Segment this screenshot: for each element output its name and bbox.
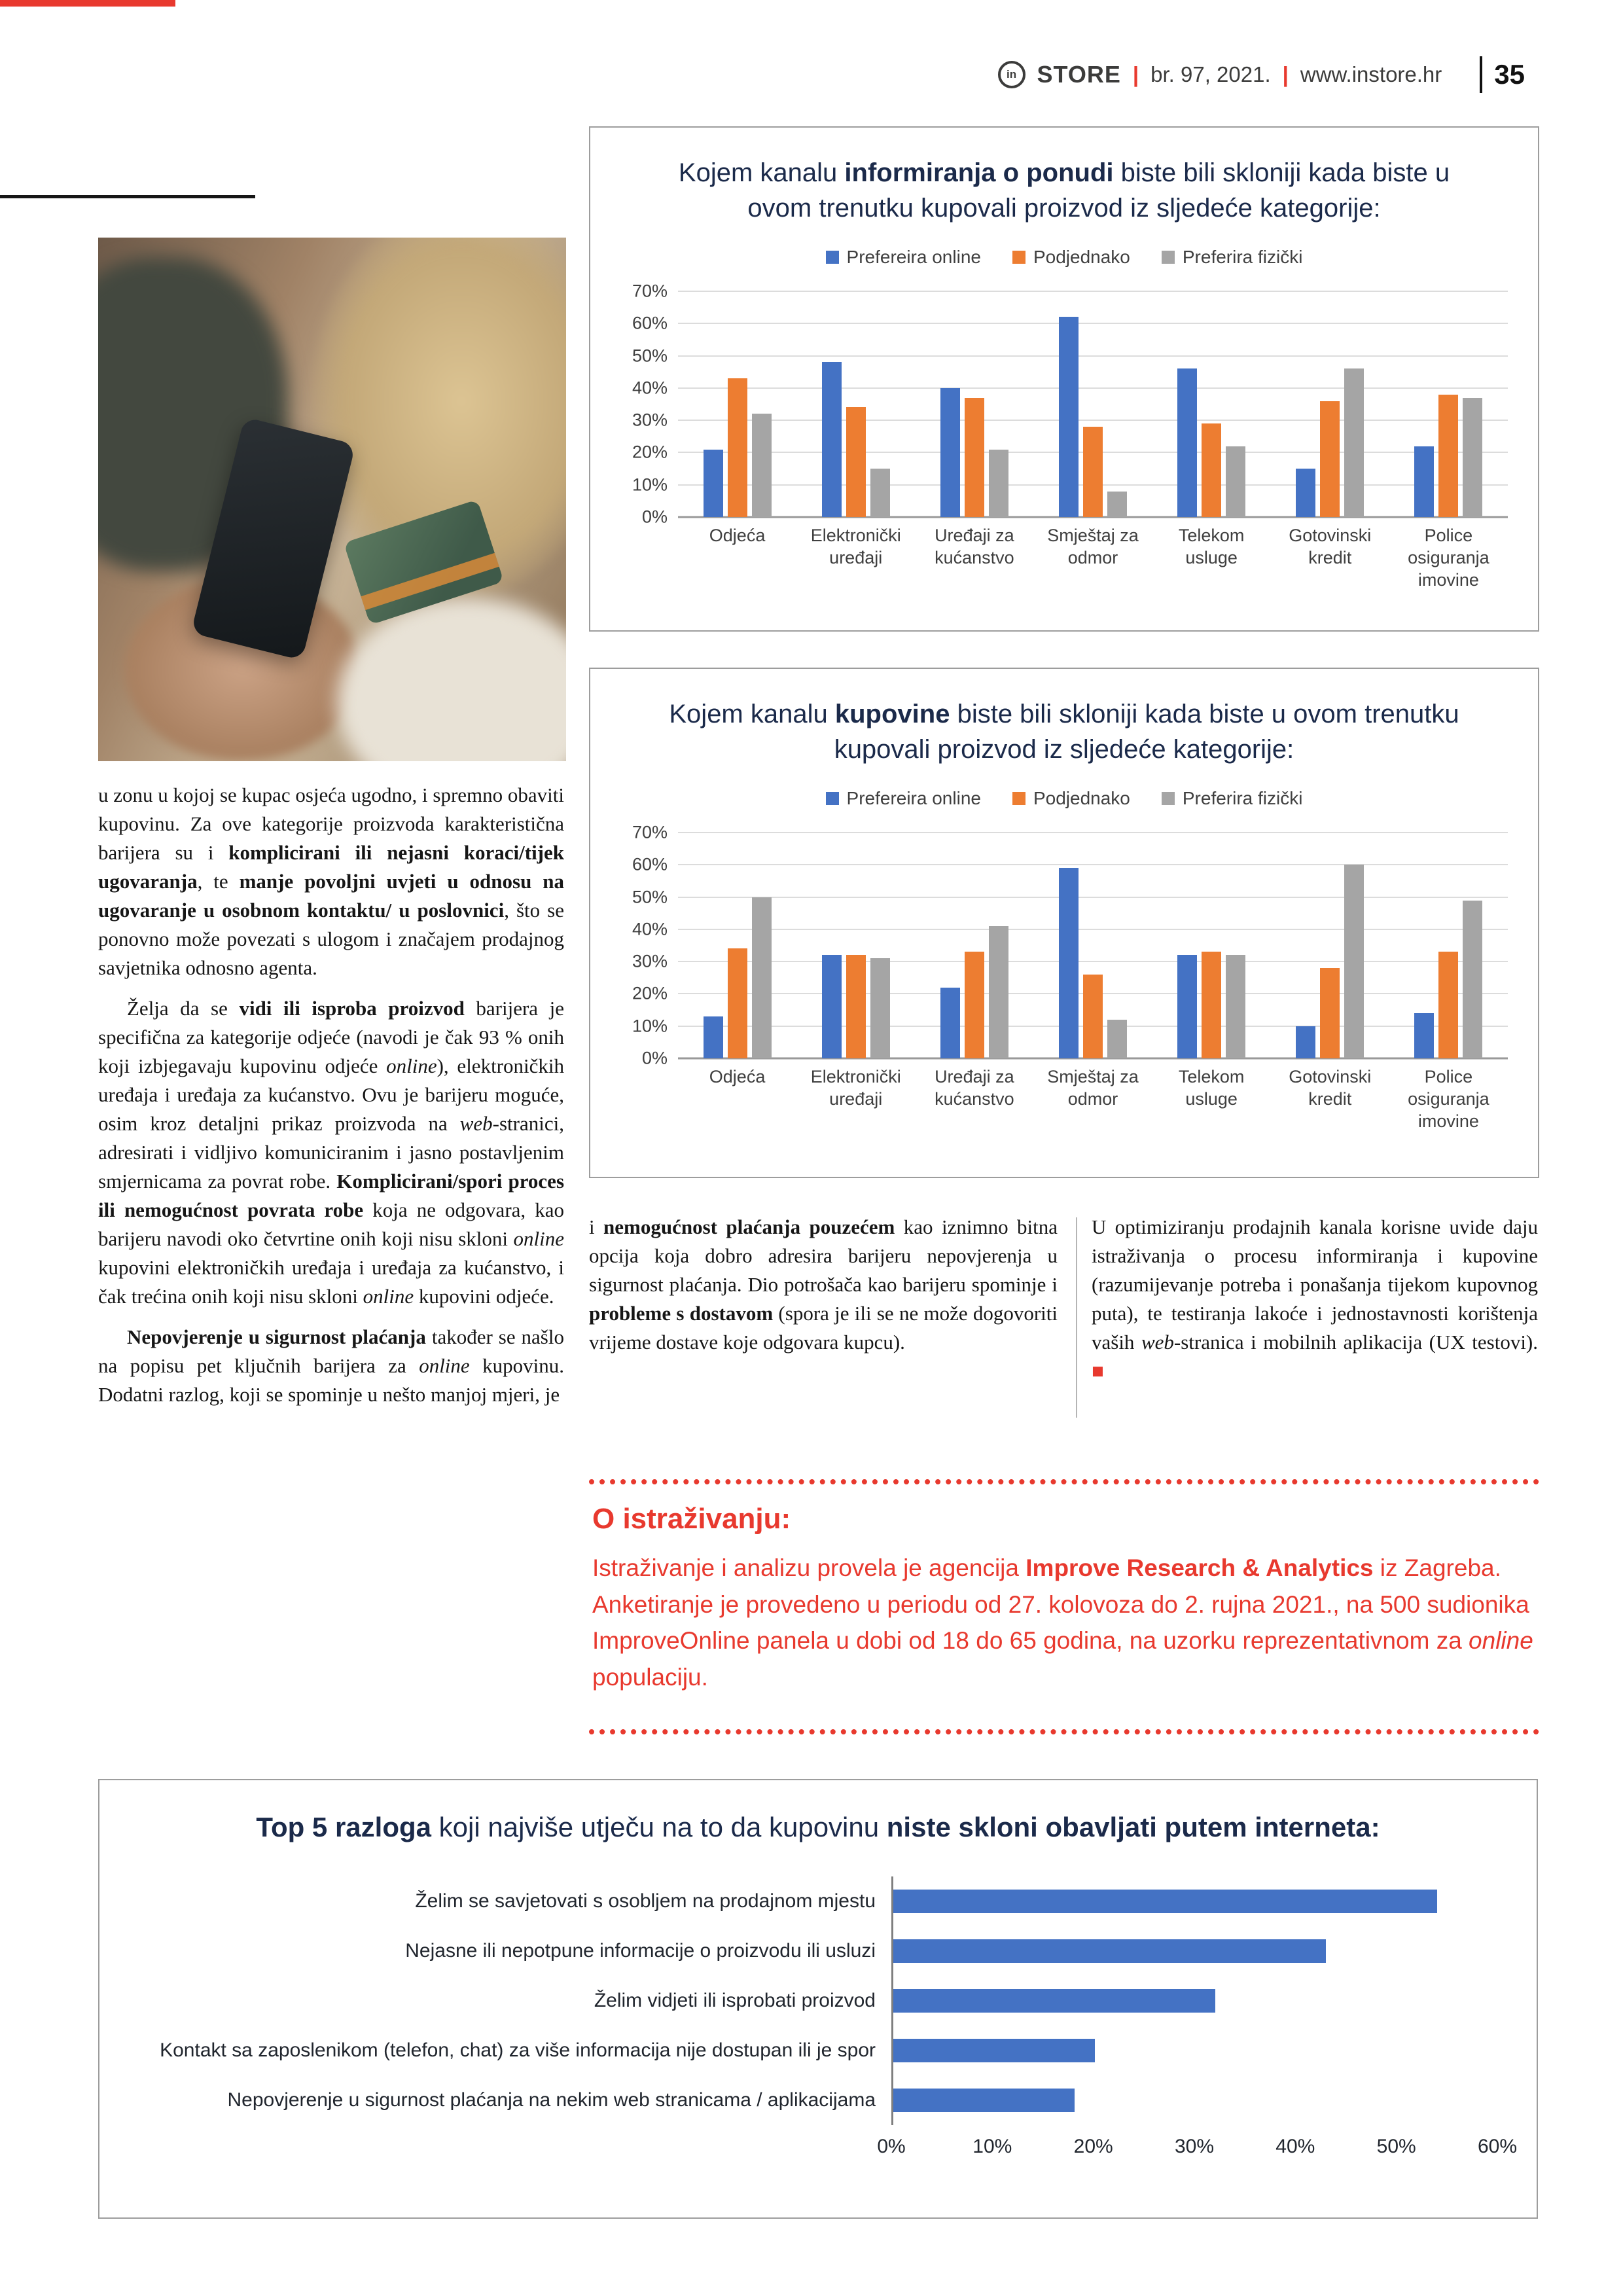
bar	[1107, 492, 1127, 517]
bar-group	[678, 833, 796, 1058]
y-axis-tick-label: 70%	[632, 281, 668, 301]
bar	[1344, 368, 1364, 517]
category-label: Smještaj za odmor	[1047, 1067, 1139, 1109]
legend-label: Podjednako	[1033, 247, 1130, 267]
x-axis-tick-label: 40%	[1275, 2135, 1315, 2157]
legend-label: Prefereira online	[846, 788, 981, 808]
bar-group	[1389, 833, 1508, 1058]
legend-item	[1012, 788, 1130, 809]
bar	[752, 897, 772, 1058]
chart-title: Top 5 razloga koji najviše utječu na to da kupovinu niste skloni obavljati putem interneta:	[256, 1812, 1380, 1842]
hbar-row	[139, 2075, 1497, 2125]
legend-swatch-icon	[1162, 792, 1175, 805]
hbar-category-label: Želim vidjeti ili isprobati proizvod	[594, 1989, 876, 2011]
bar-group	[1152, 291, 1271, 517]
bar	[1320, 401, 1340, 517]
article-column-left	[98, 781, 564, 1421]
instore-logo-mark-text: in	[1006, 68, 1017, 81]
bar	[1463, 901, 1482, 1059]
legend-item	[1162, 788, 1303, 809]
hbar-track	[891, 2026, 1497, 2075]
legend-item	[1162, 247, 1303, 268]
bar	[893, 1890, 1437, 1913]
category-label: Uređaji za kućanstvo	[935, 526, 1014, 567]
legend-swatch-icon	[1012, 251, 1026, 264]
chart-card-kupovine	[589, 668, 1539, 1178]
dotted-rule-top	[589, 1479, 1539, 1484]
hbar-track	[891, 1976, 1497, 2026]
bar	[965, 952, 984, 1058]
category-label: Police osiguranja imovine	[1408, 1067, 1489, 1131]
header-separator: |	[1282, 62, 1289, 86]
page-number-rule	[1480, 56, 1482, 93]
legend-swatch-icon	[1012, 792, 1026, 805]
bar	[1226, 446, 1245, 517]
bar	[1177, 955, 1197, 1058]
page-header	[785, 56, 1525, 93]
category-label: Telekom usluge	[1178, 1067, 1245, 1109]
chart-card-top5-razloga	[98, 1779, 1538, 2219]
x-axis-ticks	[877, 2130, 1518, 2164]
y-axis-tick-label: 0%	[641, 1048, 668, 1068]
legend-label: Podjednako	[1033, 788, 1130, 808]
bar	[1438, 395, 1458, 517]
hbar-category-label: Nepovjerenje u sigurnost plaćanja na nekim web stranicama / aplikacijama	[227, 2089, 876, 2111]
legend-label: Preferira fizički	[1182, 788, 1303, 808]
chart-legend	[616, 788, 1512, 809]
left-margin-rule	[0, 195, 255, 198]
grouped-bar-chart	[620, 281, 1508, 591]
bar	[1438, 952, 1458, 1058]
y-axis-tick-label: 20%	[632, 983, 668, 1003]
bar	[1059, 317, 1079, 517]
legend-label: Prefereira online	[846, 247, 981, 267]
bar-groups	[678, 833, 1508, 1058]
bar-group	[796, 833, 915, 1058]
x-axis-spacer	[139, 2130, 891, 2164]
category-label: Telekom usluge	[1178, 526, 1245, 567]
x-axis-tick-label: 50%	[1376, 2135, 1416, 2157]
bar	[989, 450, 1008, 518]
bar	[752, 414, 772, 517]
bar	[704, 450, 723, 518]
hbar-row	[139, 1976, 1497, 2026]
column-divider	[1076, 1217, 1077, 1418]
x-axis-tick-label: 30%	[1174, 2135, 1215, 2157]
legend-swatch-icon	[1162, 251, 1175, 264]
hbar-category-label: Kontakt sa zaposlenikom (telefon, chat) za više informacija nije dostupan ili je spor	[160, 2039, 876, 2061]
bar-group	[796, 291, 915, 517]
about-body: Istraživanje i analizu provela je agencija Improve Research & Analytics iz Zagreba. Anketiranje je provedeno u periodu od 27. kolovoza do 2. rujna 2021., na 500 sudionika ImproveOnline panela u dobi od 18 do 65 godina, na uzorku reprezentativnom za online populaciju.	[592, 1554, 1533, 1691]
category-label: Odjeća	[709, 526, 766, 545]
bar	[1414, 446, 1434, 517]
x-axis-tick-label: 20%	[1073, 2135, 1113, 2157]
y-axis-tick-label: 40%	[632, 378, 668, 398]
dotted-rule-bottom	[589, 1729, 1539, 1734]
bar	[1177, 368, 1197, 517]
x-axis-tick-label: 0%	[877, 2135, 906, 2157]
magazine-logo-text: STORE	[1037, 61, 1121, 88]
bar	[893, 2089, 1075, 2112]
category-label: Uređaji za kućanstvo	[935, 1067, 1014, 1109]
issue-number: br. 97, 2021.	[1150, 62, 1271, 86]
header-separator: |	[1132, 62, 1139, 86]
bar	[822, 955, 842, 1058]
bar	[1083, 427, 1103, 517]
bar	[1202, 952, 1221, 1058]
bar-group	[1389, 291, 1508, 517]
bar	[893, 1939, 1326, 1963]
category-label: Elektronički uređaji	[810, 526, 901, 567]
instore-logo-icon	[998, 61, 1026, 88]
bar	[846, 955, 866, 1058]
bar-group	[1152, 833, 1271, 1058]
y-axis-tick-label: 30%	[632, 410, 668, 430]
paragraph: u zonu u kojoj se kupac osjeća ugodno, i spremno obaviti kupovinu. Za ove kategorije proizvoda karakteristična barijera su i komplicirani ili nejasni koraci/tijek ugovaranja, te manje povoljni uvjeti u odnosu na ugovaranje u osobnom kontaktu/ u poslovnici, što se ponovno može povezati s ulogom i značajem prodajnog savjetnika odnosno agenta.	[98, 783, 565, 980]
chart-legend	[616, 247, 1512, 268]
bar-group	[1271, 291, 1389, 517]
bar	[965, 398, 984, 517]
x-axis-tick-label: 10%	[972, 2135, 1012, 2157]
y-axis-tick-label: 60%	[632, 854, 668, 874]
bar-group	[1033, 291, 1152, 517]
y-axis-tick-label: 60%	[632, 313, 668, 333]
bar	[893, 2039, 1095, 2062]
y-axis-tick-label: 70%	[632, 822, 668, 842]
category-axis	[678, 525, 1508, 591]
bar	[728, 948, 747, 1058]
bar	[940, 988, 960, 1058]
x-axis	[139, 2130, 1518, 2164]
website-url: www.instore.hr	[1300, 62, 1442, 86]
bar-group	[915, 291, 1033, 517]
bar-groups	[678, 291, 1508, 517]
legend-item	[826, 247, 981, 268]
chart-card-informiranja	[589, 126, 1539, 632]
bar	[1344, 865, 1364, 1058]
y-axis-tick-label: 10%	[632, 475, 668, 495]
paragraph: U optimiziranju prodajnih kanala korisne uvide daju istraživanja o procesu informiranja i kupovine (razumijevanje potreba i ponašanja tijekom kupovnog puta), te testiranja lakoće i jednostavnosti korištenja vaših web-stranica i mobilnih aplikacija (UX testovi). ■	[1092, 1215, 1539, 1383]
y-axis-tick-label: 0%	[641, 507, 668, 527]
bar	[1296, 469, 1315, 517]
hbar-category-label: Želim se savjetovati s osobljem na prodajnom mjestu	[415, 1890, 876, 1912]
x-axis-tick-label: 60%	[1477, 2135, 1518, 2157]
category-label: Elektronički uređaji	[810, 1067, 901, 1109]
bar	[1083, 975, 1103, 1058]
bar	[1414, 1013, 1434, 1058]
y-axis-tick-label: 20%	[632, 442, 668, 462]
bar	[870, 469, 890, 517]
hbar-category-label: Nejasne ili nepotpune informacije o proizvodu ili usluzi	[405, 1939, 876, 1962]
legend-item	[1012, 247, 1130, 268]
bar	[1296, 1026, 1315, 1058]
y-axis-tick-label: 50%	[632, 346, 668, 366]
category-label: Odjeća	[709, 1067, 766, 1086]
bar	[846, 407, 866, 517]
y-axis-tick-label: 30%	[632, 951, 668, 971]
paragraph: Nepovjerenje u sigurnost plaćanja također se našlo na popisu pet ključnih barijera za online kupovinu. Dodatni razlog, koji se spominje u nešto manjoj mjeri, je	[98, 1325, 564, 1407]
article-photo	[98, 238, 566, 761]
bar	[728, 378, 747, 517]
hbar-row	[139, 1926, 1497, 1976]
bar	[893, 1989, 1215, 2013]
bar	[1226, 955, 1245, 1058]
paragraph: i nemogućnost plaćanja pouzećem kao iznimno bitna opcija koja dobro adresira barijeru nepovjerenja u sigurnost plaćanja. Dio potrošača kao barijeru spominje i probleme s dostavom (spora je ili se ne može dogovoriti vrijeme dostave koje odgovara kupcu).	[589, 1215, 1058, 1354]
y-axis-tick-label: 40%	[632, 919, 668, 939]
y-axis-tick-label: 50%	[632, 887, 668, 907]
article-column-right	[1092, 1213, 1538, 1397]
legend-label: Preferira fizički	[1182, 247, 1303, 267]
chart-plot-area	[632, 822, 1508, 1068]
article-column-middle	[589, 1213, 1058, 1369]
hbar-track	[891, 2075, 1497, 2125]
bar	[870, 958, 890, 1058]
bar	[704, 1016, 723, 1058]
category-label: Gotovinski kredit	[1289, 1067, 1372, 1109]
bar	[1107, 1020, 1127, 1058]
hbar-track	[891, 1876, 1497, 1926]
photo-shape-shirt	[337, 598, 566, 761]
legend-item	[826, 788, 981, 809]
bar-group	[1033, 833, 1152, 1058]
chart-title: Kojem kanalu informiranja o ponudi biste bili skloniji kada biste u ovom trenutku kupovali proizvod iz sljedeće kategorije:	[678, 158, 1450, 223]
paragraph: Želja da se vidi ili isproba proizvod barijera je specifična za kategorije odjeće (navodi je čak 93 % onih koji izbjegavaju kupovinu odjeće online), elektroničkih uređaja i uređaja za kućanstvo. Ovu je barijeru moguće, osim kroz detaljni prikaz proizvoda na web-stranici, adresirati i vidljivo komuniciranim i jasno postavljenim smjernicama za povrat robe. Komplicirani/spori proces ili nemogućnost povrata robe koja ne odgovara, kao barijeru navodi oko četvrtine onih koji nisu skloni online kupovini elektroničkih uređaja i uređaja za kućanstvo, i čak trećina onih koji nisu skloni online kupovini odjeće.	[98, 997, 565, 1308]
y-axis-tick-label: 10%	[632, 1016, 668, 1036]
bar-group	[915, 833, 1033, 1058]
bar	[1320, 968, 1340, 1058]
horizontal-bar-chart	[139, 1876, 1518, 2164]
legend-swatch-icon	[826, 792, 839, 805]
bar-group	[678, 291, 796, 517]
bar	[1463, 398, 1482, 517]
category-label: Smještaj za odmor	[1047, 526, 1139, 567]
bar	[989, 926, 1008, 1058]
chart-title: Kojem kanalu kupovine biste bili skloniji kada biste u ovom trenutku kupovali proizvod iz sljedeće kategorije:	[669, 700, 1459, 764]
about-heading: O istraživanju:	[592, 1503, 791, 1535]
grouped-bar-chart	[620, 822, 1508, 1132]
category-label: Gotovinski kredit	[1289, 526, 1372, 567]
top-red-strip	[0, 0, 175, 7]
bar	[822, 362, 842, 517]
legend-swatch-icon	[826, 251, 839, 264]
bar-group	[1271, 833, 1389, 1058]
hbar-row	[139, 2026, 1497, 2075]
hbar-row	[139, 1876, 1497, 1926]
category-axis	[678, 1066, 1508, 1132]
bar	[1202, 423, 1221, 517]
page-number: 35	[1494, 59, 1525, 90]
hbar-track	[891, 1926, 1497, 1976]
chart-plot-area	[632, 281, 1508, 527]
category-label: Police osiguranja imovine	[1408, 526, 1489, 590]
bar	[1059, 868, 1079, 1058]
bar	[940, 388, 960, 517]
